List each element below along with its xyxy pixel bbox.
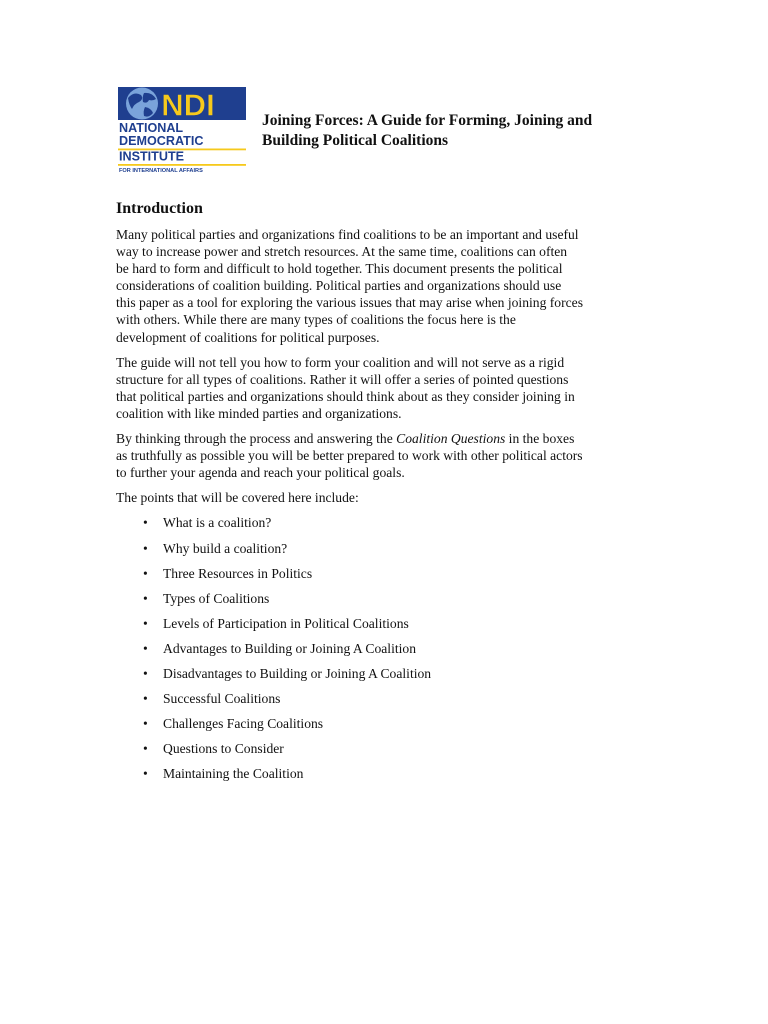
document-body [116, 198, 656, 790]
topics-list [116, 514, 656, 790]
bullet-icon: • [143, 665, 148, 681]
bullet-icon: • [143, 640, 148, 656]
bullet-icon: • [143, 515, 148, 531]
list-item-label: Questions to Consider [163, 741, 284, 757]
bullet-icon: • [143, 766, 148, 782]
list-item [116, 690, 656, 715]
bullet-icon: • [143, 565, 148, 581]
paragraph-line: that political parties and organizations should think about as they consider joining in [116, 388, 575, 404]
paragraph-line: coalition with like minded parties and organizations. [116, 405, 402, 421]
list-item [116, 540, 656, 565]
list-item [116, 590, 656, 615]
intro-paragraph-2 [116, 354, 656, 422]
list-item [116, 640, 656, 665]
paragraph-line: The guide will not tell you how to form your coalition and will not serve as a rigid [116, 354, 565, 370]
list-item-label: Advantages to Building or Joining A Coalition [163, 640, 416, 656]
list-item-label: Challenges Facing Coalitions [163, 716, 324, 732]
list-item-label: Levels of Participation in Political Coalitions [163, 615, 409, 631]
intro-paragraph-4 [116, 489, 656, 506]
intro-paragraph-3 [116, 430, 656, 481]
bullet-icon: • [143, 540, 148, 556]
list-item-label: Successful Coalitions [163, 691, 281, 707]
text-run: By thinking through the process and answering the [116, 431, 397, 447]
list-item-label: Types of Coalitions [163, 590, 270, 606]
bullet-icon: • [143, 691, 148, 707]
ndi-logo [118, 87, 246, 173]
paragraph-line: Many political parties and organizations find coalitions to be an important and useful [116, 227, 579, 242]
paragraph-line: development of coalitions for political purposes. [116, 329, 380, 345]
paragraph-line: The points that will be covered here include: [116, 490, 359, 506]
list-item [116, 514, 656, 539]
ndi-logo-graphic [118, 87, 246, 173]
logo-divider-lower [118, 164, 246, 166]
document-title-line-2: Building Political Coalitions [262, 132, 449, 149]
intro-paragraph-1 [116, 226, 656, 346]
list-item [116, 765, 656, 790]
globe-icon [126, 88, 158, 120]
paragraph-line: considerations of coalition building. Political parties and organizations should use [116, 278, 562, 294]
document-title [262, 111, 662, 151]
logo-line-intl-affairs: FOR INTERNATIONAL AFFAIRS [119, 168, 203, 173]
document-title-line-1: Joining Forces: A Guide for Forming, Joining and [262, 112, 593, 129]
list-item-label: Three Resources in Politics [163, 565, 313, 581]
paragraph-line: be hard to form and difficult to hold together. This document presents the political [116, 261, 563, 277]
list-item-label: Maintaining the Coalition [163, 766, 304, 782]
logo-line-democratic: DEMOCRATIC [119, 134, 204, 148]
bullet-icon: • [143, 590, 148, 606]
paragraph-line: as truthfully as possible you will be better prepared to work with other political actors [116, 448, 583, 464]
list-item [116, 615, 656, 640]
bullet-icon: • [143, 741, 148, 757]
text-run: in the boxes [505, 431, 575, 447]
list-item [116, 715, 656, 740]
list-item [116, 740, 656, 765]
list-item [116, 565, 656, 590]
bullet-icon: • [143, 716, 148, 732]
logo-mark: NDI [161, 87, 215, 123]
list-item-label: Why build a coalition? [163, 540, 288, 556]
logo-line-institute: INSTITUTE [119, 149, 185, 164]
coalition-questions-emphasis: Coalition Questions [396, 431, 506, 447]
paragraph-line: this paper as a tool for exploring the various issues that may arise when joining forces [116, 295, 583, 311]
list-item-label: Disadvantages to Building or Joining A Coalition [163, 665, 432, 681]
list-item [116, 665, 656, 690]
section-heading-introduction: Introduction [116, 200, 203, 217]
bullet-icon: • [143, 615, 148, 631]
paragraph-line: way to increase power and stretch resources. At the same time, coalitions can often [116, 244, 568, 260]
logo-line-national: NATIONAL [119, 121, 184, 135]
paragraph-line [116, 430, 656, 447]
paragraph-line: to further your agenda and reach your political goals. [116, 465, 405, 481]
paragraph-line: with others. While there are many types of coalitions the focus here is the [116, 312, 516, 328]
paragraph-line: structure for all types of coalitions. Rather it will offer a series of pointed questions [116, 371, 569, 387]
list-item-label: What is a coalition? [163, 515, 272, 531]
